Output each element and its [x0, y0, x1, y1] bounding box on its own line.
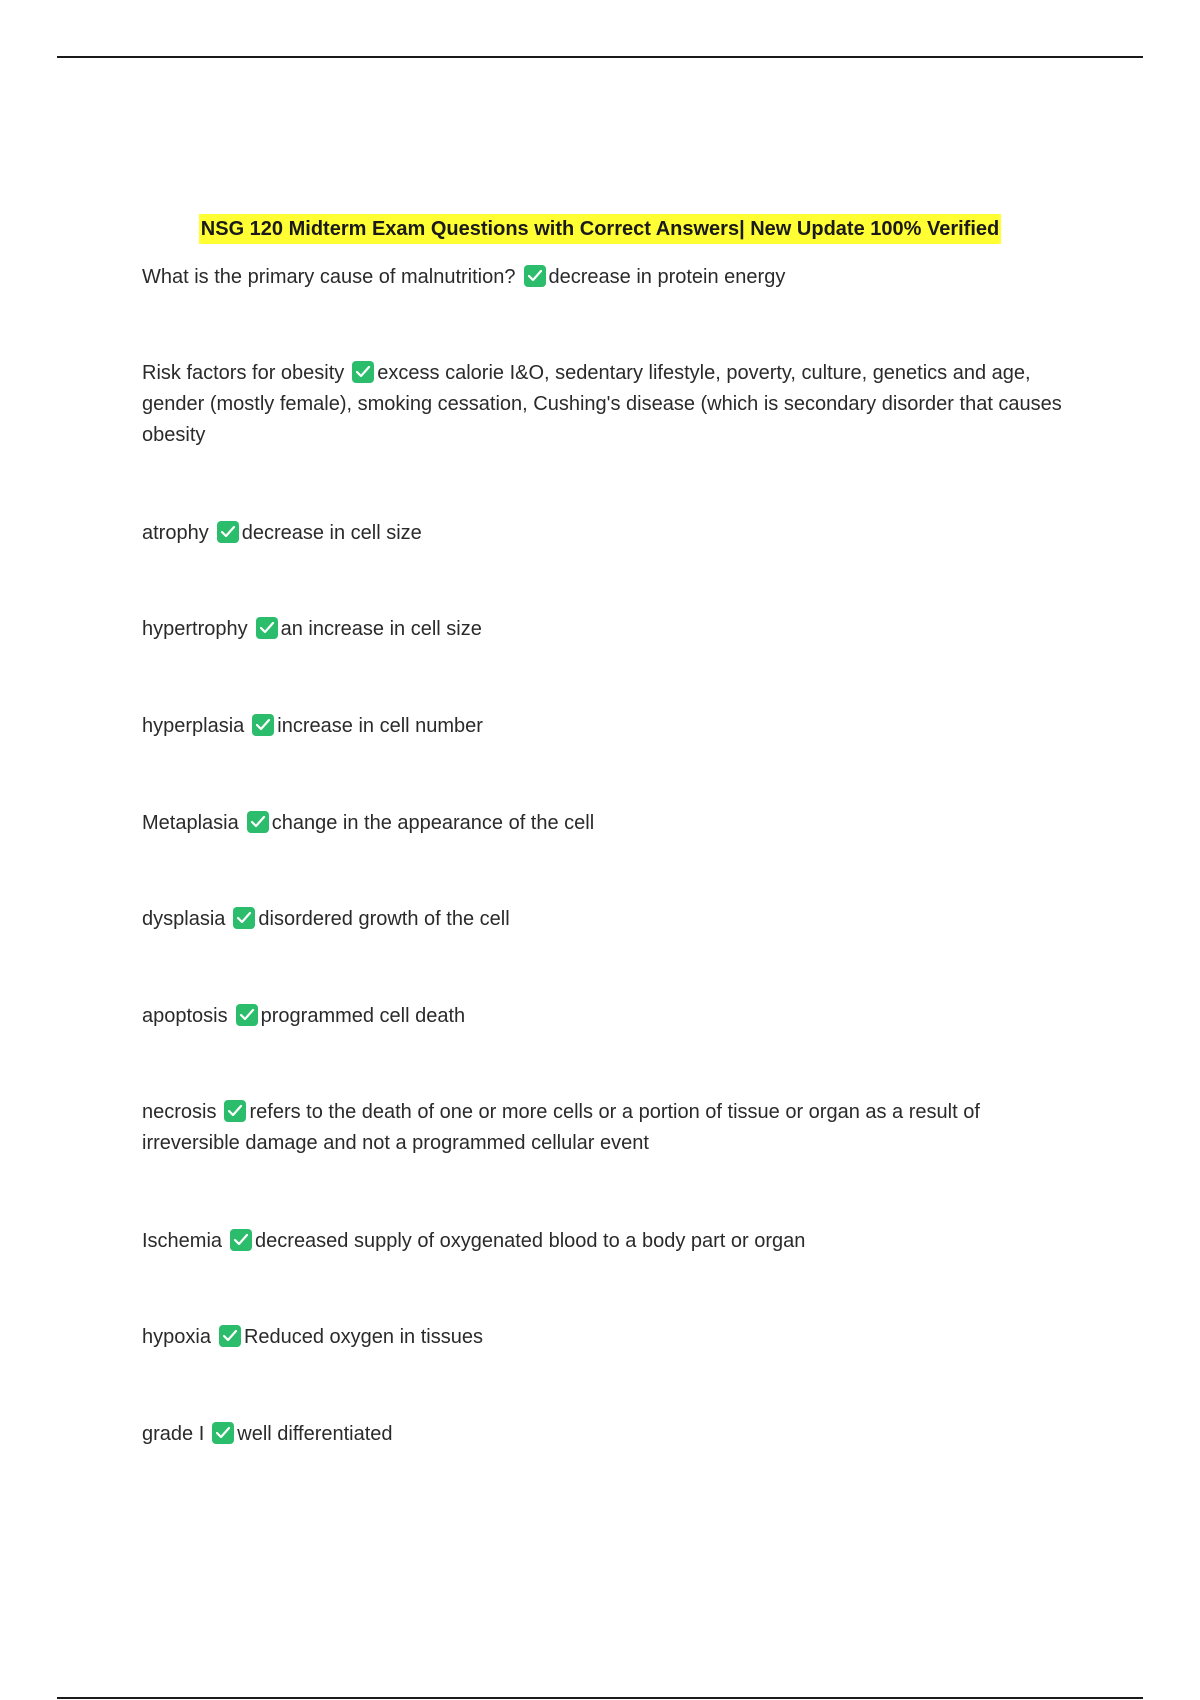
qa-term: dysplasia: [142, 908, 226, 930]
qa-item: [142, 808, 1072, 839]
checkmark-icon: [212, 1422, 234, 1444]
checkmark-icon: [230, 1229, 252, 1251]
qa-item: [142, 1419, 1072, 1450]
qa-item: [142, 711, 1072, 742]
checkmark-icon: [256, 617, 278, 639]
qa-term: Metaplasia: [142, 812, 239, 834]
qa-item: [142, 1322, 1072, 1353]
qa-answer: Reduced oxygen in tissues: [243, 1326, 483, 1348]
qa-answer: an increase in cell size: [280, 618, 482, 640]
qa-term: atrophy: [142, 522, 209, 544]
qa-term: grade I: [142, 1423, 205, 1445]
checkmark-icon: [524, 265, 546, 287]
checkmark-icon: [236, 1004, 258, 1026]
qa-term: hyperplasia: [142, 715, 245, 737]
qa-term: Risk factors for obesity: [142, 362, 345, 384]
qa-answer: decreased supply of oxygenated blood to a body part or organ: [255, 1230, 806, 1252]
qa-answer: disordered growth of the cell: [258, 908, 510, 930]
qa-item: [142, 1226, 1072, 1257]
checkmark-icon: [217, 521, 239, 543]
qa-item: [142, 904, 1072, 935]
qa-answer: well differentiated: [237, 1423, 393, 1445]
qa-term: hypoxia: [142, 1326, 211, 1348]
checkmark-icon: [224, 1100, 246, 1122]
checkmark-icon: [233, 907, 255, 929]
qa-answer: refers to the death of one or more cells or a portion of tissue or organ as a result of irreversible damage and not a programmed cellular event: [142, 1101, 980, 1154]
document-title: NSG 120 Midterm Exam Questions with Correct Answers| New Update 100% Verified: [199, 214, 1001, 244]
qa-item: [142, 518, 1072, 549]
qa-answer: change in the appearance of the cell: [271, 812, 595, 834]
checkmark-icon: [252, 714, 274, 736]
qa-answer: programmed cell death: [260, 1005, 466, 1027]
qa-item: [142, 614, 1072, 645]
qa-item: [142, 1001, 1072, 1032]
bottom-rule: [57, 1697, 1143, 1699]
top-rule: [57, 56, 1143, 58]
qa-term: hypertrophy: [142, 618, 248, 640]
qa-term: Ischemia: [142, 1230, 223, 1252]
title-block: [0, 214, 1200, 244]
checkmark-icon: [219, 1325, 241, 1347]
qa-term: necrosis: [142, 1101, 217, 1123]
qa-term: What is the primary cause of malnutrition?: [142, 266, 516, 288]
qa-item: [142, 1097, 1072, 1159]
checkmark-icon: [352, 361, 374, 383]
qa-item: [142, 262, 1072, 293]
qa-answer: decrease in protein energy: [548, 266, 786, 288]
qa-term: apoptosis: [142, 1005, 228, 1027]
qa-answer: increase in cell number: [277, 715, 483, 737]
qa-answer: decrease in cell size: [241, 522, 422, 544]
checkmark-icon: [247, 811, 269, 833]
qa-item: [142, 358, 1072, 451]
qa-answer: excess calorie I&O, sedentary lifestyle, poverty, culture, genetics and age, gender (mostly female), smoking cessation, Cushing's disease (which is secondary disorder that causes obesity: [142, 362, 1062, 446]
